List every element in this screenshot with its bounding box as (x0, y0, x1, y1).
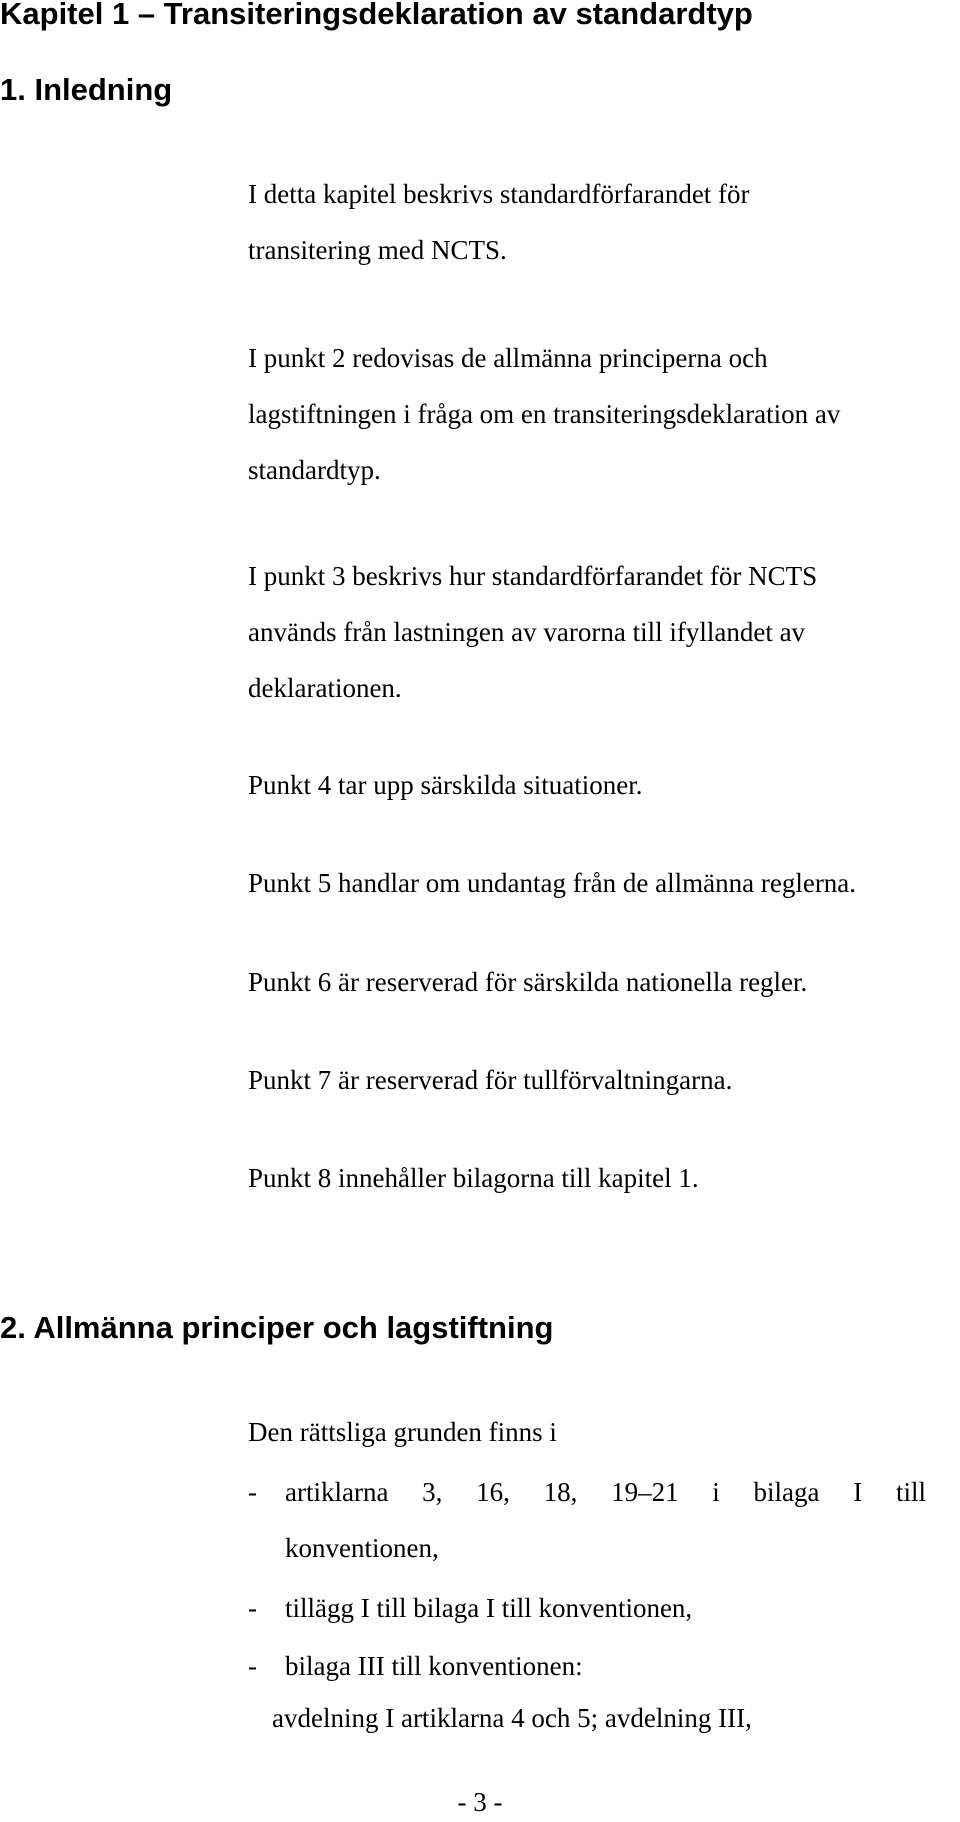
point-8-paragraph (248, 1150, 938, 1206)
text-line: I punkt 2 redovisas de allmänna principerna och (248, 343, 768, 373)
word: artiklarna (285, 1477, 389, 1507)
chapter-title: Kapitel 1 – Transiteringsdeklaration av standardtyp (0, 0, 753, 31)
section-2-heading: 2. Allmänna principer och lagstiftning (0, 1310, 554, 1345)
list-marker: - (248, 1651, 257, 1681)
point-2-paragraph (248, 330, 938, 498)
text-line: Punkt 5 handlar om undantag från de allmänna reglerna. (248, 868, 857, 898)
text-line: konventionen, (285, 1533, 439, 1563)
word: I (853, 1477, 863, 1507)
point-5-paragraph (248, 855, 938, 911)
text-line: bilaga III till konventionen: (285, 1651, 583, 1681)
point-3-paragraph (248, 548, 938, 716)
word: bilaga (753, 1477, 820, 1507)
section-1-heading: 1. Inledning (0, 72, 173, 107)
text-line: I detta kapitel beskrivs standardförfarandet för (248, 179, 750, 209)
point-7-paragraph (248, 1052, 938, 1108)
word: i (712, 1477, 720, 1507)
list-item (285, 1580, 926, 1636)
point-6-paragraph (248, 954, 938, 1010)
word: 18, (543, 1477, 578, 1507)
text-line: transitering med NCTS. (248, 235, 507, 265)
text-line: Punkt 4 tar upp särskilda situationer. (248, 770, 643, 800)
list-marker: - (248, 1477, 257, 1507)
list-item (285, 1464, 926, 1576)
text-line: Den rättsliga grunden finns i (248, 1417, 557, 1447)
page-number: - 3 - (457, 1787, 503, 1817)
point-4-paragraph (248, 757, 938, 813)
text-line: I punkt 3 beskrivs hur standardförfarandet för NCTS (248, 561, 818, 591)
text-line: deklarationen. (248, 673, 402, 703)
text-line: lagstiftningen i fråga om en transiteringsdeklaration av (248, 399, 841, 429)
justified-line (285, 1464, 926, 1520)
text-line: Punkt 8 innehåller bilagorna till kapitel 1. (248, 1163, 699, 1193)
text-line: avdelning I artiklarna 4 och 5; avdelning III, (272, 1703, 752, 1733)
list-item (285, 1638, 926, 1694)
word: till (895, 1477, 926, 1507)
word: 16, (476, 1477, 510, 1507)
annex-continuation-line (272, 1690, 960, 1746)
text-line: tillägg I till bilaga I till konventionen, (285, 1593, 693, 1623)
text-line: Punkt 7 är reserverad för tullförvaltningarna. (248, 1065, 733, 1095)
intro-paragraph (248, 166, 938, 278)
list-marker: - (248, 1593, 257, 1623)
text-line: Punkt 6 är reserverad för särskilda nationella regler. (248, 967, 808, 997)
word: 3, (422, 1477, 443, 1507)
word: 19–21 (611, 1477, 679, 1507)
text-line: används från lastningen av varorna till ifyllandet av (248, 617, 806, 647)
legal-basis-intro (248, 1404, 938, 1460)
text-line: standardtyp. (248, 455, 381, 485)
